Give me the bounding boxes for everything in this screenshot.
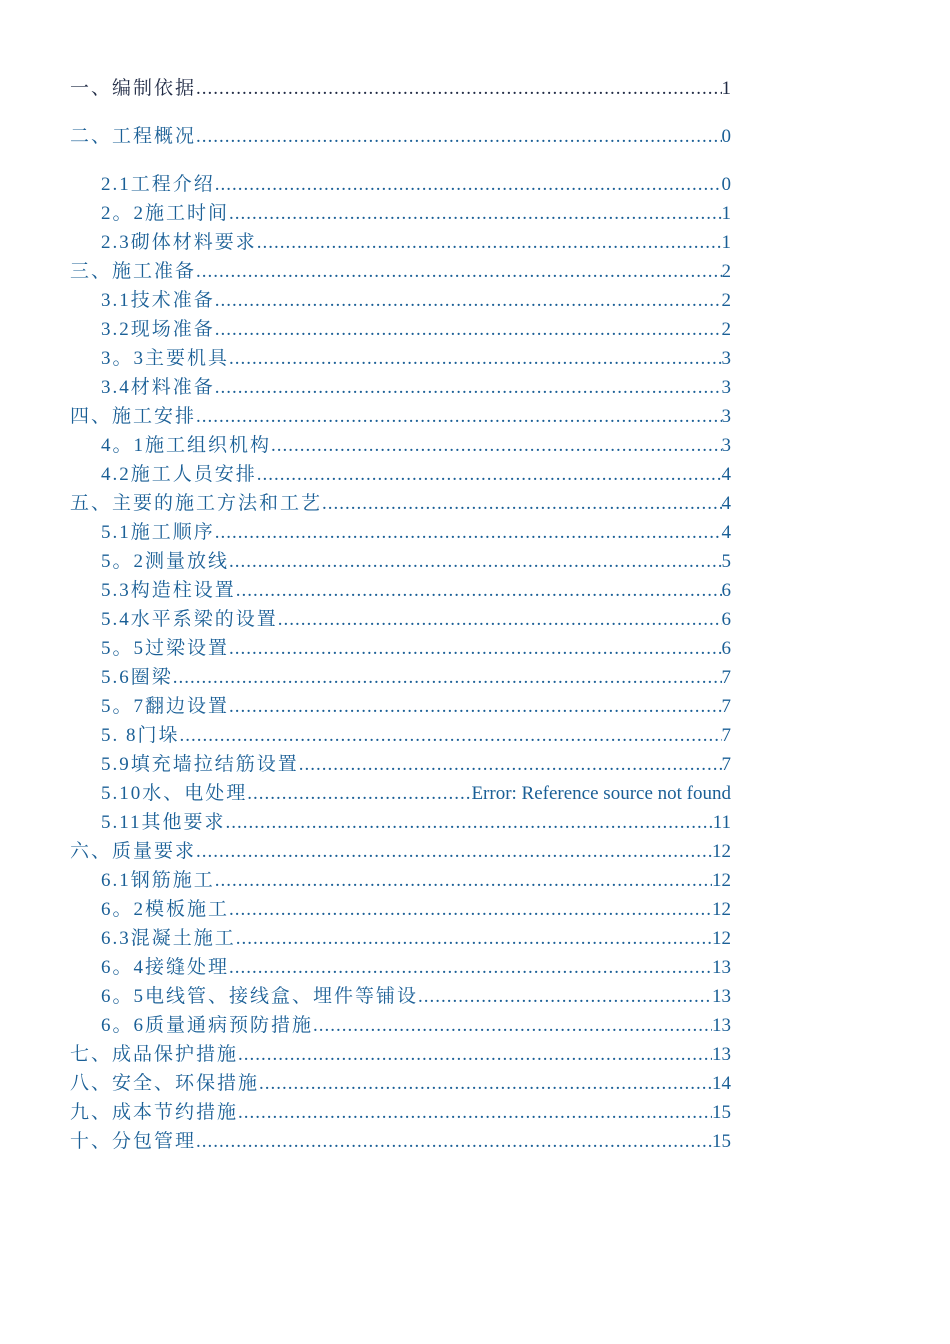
dot-leader <box>313 1011 712 1040</box>
toc-entry-page: 2 <box>721 261 731 282</box>
toc-entry-page: 5 <box>721 551 731 572</box>
dot-leader <box>257 228 722 257</box>
toc-entry-page: 0 <box>721 126 731 147</box>
toc-entry-2-2[interactable] <box>70 199 731 228</box>
toc-entry-3-4[interactable] <box>70 373 731 402</box>
dot-leader <box>229 634 721 663</box>
toc-entry-title: 3.4材料准备 <box>101 377 215 398</box>
toc-entry-page: 2 <box>721 290 731 311</box>
dot-leader <box>247 779 471 808</box>
toc-entry-page: 15 <box>712 1102 731 1123</box>
toc-entry-page: 4 <box>721 493 731 514</box>
toc-entry-title: 4.2施工人员安排 <box>101 464 257 485</box>
toc-entry-page: 13 <box>712 1044 731 1065</box>
dot-leader <box>278 605 722 634</box>
toc-entry-page-error: Error: Reference source not found <box>471 783 731 804</box>
dot-leader <box>257 460 722 489</box>
toc-entry-page: 6 <box>721 580 731 601</box>
toc-entry-4[interactable] <box>70 402 731 431</box>
toc-entry-title: 2.1工程介绍 <box>101 174 215 195</box>
dot-leader <box>229 199 721 228</box>
toc-entry-page: 6 <box>721 638 731 659</box>
toc-entry-6-3[interactable] <box>70 924 731 953</box>
toc-entry-5-2[interactable] <box>70 547 731 576</box>
dot-leader <box>196 257 721 286</box>
toc-entry-title: 十、分包管理 <box>70 1131 197 1152</box>
toc-entry-title: 九、成本节约措施 <box>70 1102 239 1123</box>
toc-entry-page: 3 <box>721 406 731 427</box>
toc-entry-5-4[interactable] <box>70 605 731 634</box>
toc-entry-title: 5. 8门垛 <box>101 725 180 746</box>
toc-entry-6[interactable] <box>70 837 731 866</box>
toc-entry-6-4[interactable] <box>70 953 731 982</box>
toc-entry-title: 2.3砌体材料要求 <box>101 232 257 253</box>
toc-entry-9[interactable] <box>70 1098 731 1127</box>
toc-entry-title: 3.2现场准备 <box>101 319 215 340</box>
toc-entry-page: 6 <box>721 609 731 630</box>
toc-entry-6-2[interactable] <box>70 895 731 924</box>
toc-entry-title: 2。2施工时间 <box>101 203 230 224</box>
dot-leader <box>418 982 712 1011</box>
dot-leader <box>229 692 721 721</box>
toc-entry-title: 6.3混凝土施工 <box>101 928 236 949</box>
toc-entry-page: 12 <box>712 870 731 891</box>
dot-leader <box>215 373 722 402</box>
dot-leader <box>229 953 712 982</box>
toc-entry-5-7[interactable] <box>70 692 731 721</box>
dot-leader <box>299 750 722 779</box>
toc-entry-page: 7 <box>721 725 731 746</box>
toc-entry-6-5[interactable] <box>70 982 731 1011</box>
toc-entry-10[interactable] <box>70 1127 731 1156</box>
dot-leader <box>322 489 721 518</box>
toc-entry-page: 14 <box>712 1073 731 1094</box>
dot-leader <box>215 866 712 895</box>
toc-entry-page: 4 <box>721 464 731 485</box>
toc-entry-page: 13 <box>712 957 731 978</box>
toc-entry-4-2[interactable] <box>70 460 731 489</box>
toc-entry-page: 12 <box>712 841 731 862</box>
toc-entry-5-11[interactable] <box>70 808 731 837</box>
toc-entry-title: 5.4水平系梁的设置 <box>101 609 278 630</box>
toc-entry-page: 2 <box>721 319 731 340</box>
dot-leader <box>229 547 721 576</box>
toc-entry-page: 0 <box>721 174 731 195</box>
toc-entry-title: 5。2测量放线 <box>101 551 230 572</box>
toc-entry-page: 7 <box>721 667 731 688</box>
dot-leader <box>229 895 712 924</box>
toc-entry-3-3[interactable] <box>70 344 731 373</box>
toc-entry-3-2[interactable] <box>70 315 731 344</box>
toc-entry-3[interactable] <box>70 257 731 286</box>
toc-entry-title: 5.6圈梁 <box>101 667 173 688</box>
toc-entry-5-5[interactable] <box>70 634 731 663</box>
toc-entry-title: 5。7翻边设置 <box>101 696 230 717</box>
toc-entry-title: 5.3构造柱设置 <box>101 580 236 601</box>
toc-entry-7[interactable] <box>70 1040 731 1069</box>
toc-entry-title: 5.9填充墙拉结筋设置 <box>101 754 299 775</box>
toc-entry-title: 5。5过梁设置 <box>101 638 230 659</box>
toc-entry-title: 6。4接缝处理 <box>101 957 230 978</box>
dot-leader <box>196 122 721 151</box>
toc-entry-6-1[interactable] <box>70 866 731 895</box>
toc-entry-title: 5.10水、电处理 <box>101 783 248 804</box>
toc-entry-title: 三、施工准备 <box>70 261 197 282</box>
dot-leader <box>215 518 722 547</box>
toc-entry-3-1[interactable] <box>70 286 731 315</box>
dot-leader <box>196 402 721 431</box>
toc-entry-title: 七、成品保护措施 <box>70 1044 239 1065</box>
toc-entry-5-3[interactable] <box>70 576 731 605</box>
toc-entry-title: 6.1钢筋施工 <box>101 870 215 891</box>
toc-entry-title: 四、施工安排 <box>70 406 197 427</box>
dot-leader <box>173 663 722 692</box>
dot-leader <box>215 286 722 315</box>
toc-entry-2[interactable] <box>70 122 731 151</box>
toc-entry-title: 3.1技术准备 <box>101 290 215 311</box>
toc-entry-5[interactable] <box>70 489 731 518</box>
dot-leader <box>215 315 722 344</box>
toc-entry-page: 3 <box>721 377 731 398</box>
dot-leader <box>196 74 721 103</box>
toc-entry-page: 13 <box>712 1015 731 1036</box>
toc-entry-page: 7 <box>721 754 731 775</box>
toc-entry-page: 3 <box>721 435 731 456</box>
toc-entry-title: 6。6质量通病预防措施 <box>101 1015 314 1036</box>
toc-entry-page: 15 <box>712 1131 731 1152</box>
dot-leader <box>196 837 712 866</box>
dot-leader <box>236 924 712 953</box>
toc-entry-title: 6。5电线管、接线盒、埋件等铺设 <box>101 986 419 1007</box>
toc-entry-title: 六、质量要求 <box>70 841 197 862</box>
toc-entry-1[interactable] <box>70 74 731 103</box>
dot-leader <box>236 576 722 605</box>
dot-leader <box>196 1127 712 1156</box>
toc-entry-6-6[interactable] <box>70 1011 731 1040</box>
toc-entry-5-1[interactable] <box>70 518 731 547</box>
toc-entry-title: 3。3主要机具 <box>101 348 230 369</box>
toc-entry-page: 1 <box>721 232 731 253</box>
dot-leader <box>229 344 721 373</box>
toc-entry-page: 4 <box>721 522 731 543</box>
toc-entry-title: 一、编制依据 <box>70 78 197 99</box>
toc-entry-4-1[interactable] <box>70 431 731 460</box>
toc-entry-page: 12 <box>712 899 731 920</box>
toc-entry-title: 4。1施工组织机构 <box>101 435 272 456</box>
toc-entry-page: 3 <box>721 348 731 369</box>
toc-entry-page: 12 <box>712 928 731 949</box>
toc-entry-title: 5.11其他要求 <box>101 812 226 833</box>
dot-leader <box>259 1069 712 1098</box>
dot-leader <box>226 808 713 837</box>
toc-entry-2-3[interactable] <box>70 228 731 257</box>
table-of-contents <box>70 74 731 1156</box>
toc-entry-title: 五、主要的施工方法和工艺 <box>70 493 323 514</box>
toc-entry-title: 二、工程概况 <box>70 126 197 147</box>
toc-entry-5-10[interactable] <box>70 779 731 808</box>
dot-leader <box>238 1098 712 1127</box>
toc-entry-page: 13 <box>712 986 731 1007</box>
toc-entry-page: 1 <box>721 78 731 99</box>
toc-entry-2-1[interactable] <box>70 170 731 199</box>
toc-entry-title: 八、安全、环保措施 <box>70 1073 260 1094</box>
dot-leader <box>180 721 722 750</box>
toc-entry-page: 1 <box>721 203 731 224</box>
toc-entry-page: 11 <box>712 812 731 833</box>
dot-leader <box>271 431 721 460</box>
toc-entry-5-9[interactable] <box>70 750 731 779</box>
dot-leader <box>215 170 722 199</box>
toc-entry-5-6[interactable] <box>70 663 731 692</box>
toc-entry-title: 5.1施工顺序 <box>101 522 215 543</box>
toc-entry-page: 7 <box>721 696 731 717</box>
toc-entry-title: 6。2模板施工 <box>101 899 230 920</box>
toc-entry-8[interactable] <box>70 1069 731 1098</box>
toc-entry-5-8[interactable] <box>70 721 731 750</box>
dot-leader <box>238 1040 712 1069</box>
